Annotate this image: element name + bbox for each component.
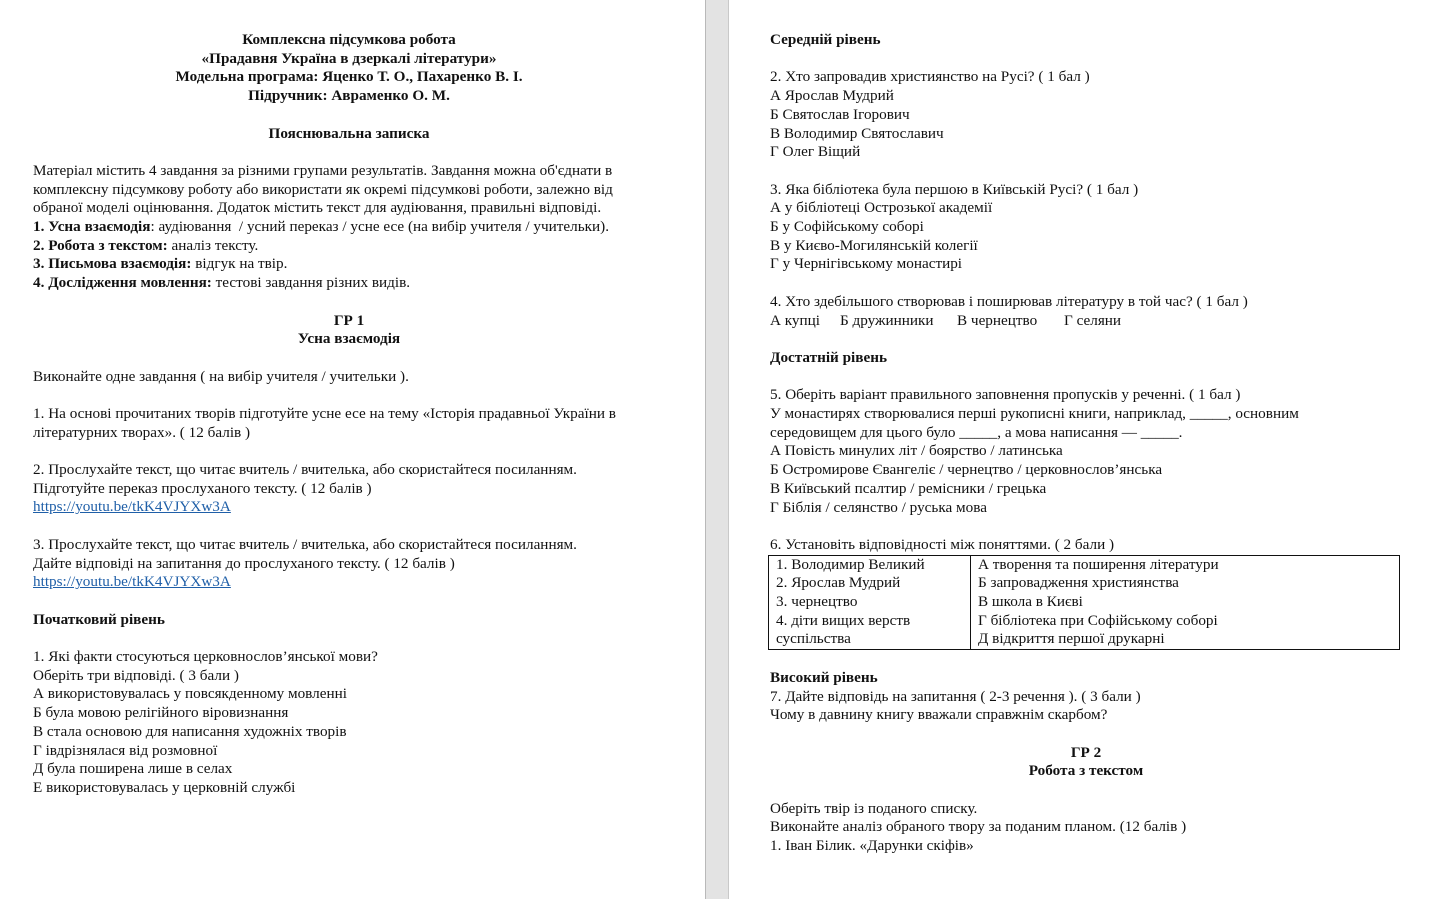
matching-left-item: 1. Володимир Великий bbox=[776, 555, 925, 573]
q2-option: Г Олег Віщий bbox=[770, 143, 861, 161]
note-item bbox=[33, 255, 705, 274]
gr1-task3-line: Дайте відповіді на запитання до прослуханого тексту. ( 12 балів ) bbox=[33, 554, 455, 572]
page-right bbox=[729, 0, 1434, 899]
q6-text: 6. Установіть відповідності між поняттями. ( 2 бали ) bbox=[770, 535, 1115, 553]
gr1-task1-line: 1. На основі прочитаних творів підготуйте усне есе на тему «Історія прадавньої України в bbox=[33, 404, 616, 422]
note-item-label: 1. Усна взаємодія bbox=[33, 218, 151, 235]
initial-level-heading: Початковий рівень bbox=[33, 610, 165, 628]
gr1-task3-line: 3. Прослухайте текст, що читає вчитель / вчителька, або скористайтеся посиланням. bbox=[33, 535, 577, 553]
matching-right-item: Д відкриття першої друкарні bbox=[978, 630, 1165, 648]
gr1-title: Усна взаємодія bbox=[297, 330, 401, 348]
q1-option: В стала основою для написання художніх творів bbox=[33, 722, 347, 740]
matching-right-item: Б запровадження християнства bbox=[978, 574, 1179, 592]
matching-table bbox=[768, 555, 1400, 651]
q1-option: Б була мовою релігійного віровизнання bbox=[33, 704, 289, 722]
matching-left-item: суспільства bbox=[776, 630, 851, 648]
q1-line: Оберіть три відповіді. ( 3 бали ) bbox=[33, 666, 239, 684]
note-item-text: тестові завдання різних видів. bbox=[211, 274, 411, 292]
note-item-label: 3. Письмова взаємодія: bbox=[33, 255, 192, 273]
gr1-instruction: Виконайте одне завдання ( на вибір учителя / учительки ). bbox=[33, 367, 409, 385]
gr1-task2-line: Підготуйте переказ прослуханого тексту. ( 12 балів ) bbox=[33, 479, 372, 497]
gr2-label: ГР 2 bbox=[1070, 743, 1102, 761]
q5-option: Б Остромирове Євангеліє / чернецтво / церковнослов’янська bbox=[770, 461, 1163, 479]
note-item-text: : аудіювання / усний переказ / усне есе (на вибір учителя / учительки). bbox=[150, 218, 610, 235]
matching-left-item: 3. чернецтво bbox=[776, 593, 858, 610]
note-item bbox=[33, 274, 705, 293]
note-paragraph-line: обраної моделі оцінювання. Додаток містить текст для аудіювання, правильні відповіді. bbox=[33, 199, 602, 217]
page-left bbox=[0, 0, 705, 899]
gr1-task1-line: літературних творах». ( 12 балів ) bbox=[33, 423, 251, 441]
q1-line: 1. Які факти стосуються церковнослов’янської мови? bbox=[33, 648, 378, 666]
matching-right-column bbox=[971, 555, 1400, 650]
note-paragraph-line: комплексну підсумкову роботу або використати як окремі підсумкові роботи, залежно від bbox=[33, 180, 613, 198]
q3-option: В у Києво-Могилянській колегії bbox=[770, 236, 978, 254]
q5-option: Г Біблія / селянство / руська мова bbox=[770, 498, 987, 516]
q3-option: А у бібліотеці Острозької академії bbox=[770, 199, 993, 217]
matching-left-item: 2. Ярослав Мудрий bbox=[776, 574, 901, 592]
task3-youtube-link[interactable]: https://youtu.be/tkK4VJYXw3A bbox=[33, 573, 231, 591]
matching-right-item: В школа в Києві bbox=[978, 593, 1083, 610]
q4-option: В чернецтво bbox=[957, 311, 1038, 329]
q4-option: А купці bbox=[770, 311, 820, 329]
textbook: Підручник: Авраменко О. М. bbox=[248, 87, 450, 105]
q2-option: Б Святослав Ігорович bbox=[770, 105, 910, 123]
q4-option: Б дружинники bbox=[840, 311, 934, 329]
note-item-text: відгук на твір. bbox=[191, 255, 288, 273]
note-paragraph-line: Матеріал містить 4 завдання за різними групами результатів. Завдання можна об'єднати в bbox=[33, 161, 613, 179]
q1-option: Г івдрізнялася від розмовної bbox=[33, 741, 218, 759]
q1-option: Е використовувалась у церковній службі bbox=[33, 778, 296, 796]
q5-sentence-line: У монастирях створювалися перші рукописні книги, наприклад, _____, основним bbox=[770, 404, 1299, 422]
note-item-label: 4. Дослідження мовлення: bbox=[33, 274, 212, 292]
matching-right-item: А творення та поширення літератури bbox=[978, 555, 1219, 573]
q3-text: 3. Яка бібліотека була першою в Київській Русі? ( 1 бал ) bbox=[770, 180, 1139, 198]
gr2-instruction: Виконайте аналіз обраного твору за поданим планом. (12 балів ) bbox=[770, 818, 1187, 836]
q5-option: В Київський псалтир / ремісники / грецька bbox=[770, 479, 1047, 497]
gr1-task2-line: 2. Прослухайте текст, що читає вчитель / вчителька, або скористайтеся посиланням. bbox=[33, 461, 577, 479]
page-gutter bbox=[705, 0, 729, 899]
gr1-label: ГР 1 bbox=[333, 311, 365, 329]
q7-question: Чому в давнину книгу вважали справжнім скарбом? bbox=[770, 706, 1108, 724]
note-item-label: 2. Робота з текстом: bbox=[33, 236, 168, 254]
gr2-instruction: Оберіть твір із поданого списку. bbox=[770, 799, 978, 817]
q1-option: А використовувалась у повсякденному мовленні bbox=[33, 685, 347, 703]
q3-option: Б у Софійському соборі bbox=[770, 218, 924, 235]
matching-left-column bbox=[769, 555, 971, 650]
q5-sentence-line: середовищем для цього було _____, а мова написання — _____. bbox=[770, 423, 1183, 441]
model-program: Модельна програма: Яценко Т. О., Пахаренко В. І. bbox=[175, 68, 523, 86]
gr2-title: Робота з текстом bbox=[1028, 762, 1144, 780]
note-item-text: аналіз тексту. bbox=[167, 236, 259, 254]
task2-youtube-link[interactable]: https://youtu.be/tkK4VJYXw3A bbox=[33, 498, 231, 516]
high-level-heading: Високий рівень bbox=[770, 668, 878, 686]
q5-option: А Повість минулих літ / боярство / латинська bbox=[770, 442, 1063, 460]
gr2-work-item: 1. Іван Білик. «Дарунки скіфів» bbox=[770, 837, 974, 855]
note-item bbox=[33, 237, 705, 256]
q2-option: А Ярослав Мудрий bbox=[770, 87, 894, 105]
note-item bbox=[33, 218, 705, 237]
explanatory-note-heading: Пояснювальна записка bbox=[268, 124, 430, 142]
matching-right-item: Г бібліотека при Софійському соборі bbox=[978, 611, 1218, 629]
q1-option: Д була поширена лише в селах bbox=[33, 760, 233, 778]
matching-left-item: 4. діти вищих верств bbox=[776, 611, 911, 629]
q4-text: 4. Хто здебільшого створював і поширював літературу в той час? ( 1 бал ) bbox=[770, 292, 1248, 310]
q5-text: 5. Оберіть варіант правильного заповнення пропусків у реченні. ( 1 бал ) bbox=[770, 386, 1241, 404]
q2-text: 2. Хто запровадив християнство на Русі? ( 1 бал ) bbox=[770, 68, 1090, 86]
doc-title: Комплексна підсумкова робота bbox=[242, 31, 456, 48]
q3-option: Г у Чернігівському монастирі bbox=[770, 255, 963, 273]
q7-text: 7. Дайте відповідь на запитання ( 2-3 речення ). ( 3 бали ) bbox=[770, 687, 1141, 705]
doc-subtitle: «Прадавня Україна в дзеркалі літератури» bbox=[201, 49, 497, 67]
sufficient-level-heading: Достатній рівень bbox=[770, 348, 887, 366]
q4-options bbox=[770, 312, 1434, 331]
q4-option: Г селяни bbox=[1064, 311, 1122, 329]
q2-option: В Володимир Святославич bbox=[770, 124, 944, 142]
middle-level-heading: Середній рівень bbox=[770, 31, 881, 48]
